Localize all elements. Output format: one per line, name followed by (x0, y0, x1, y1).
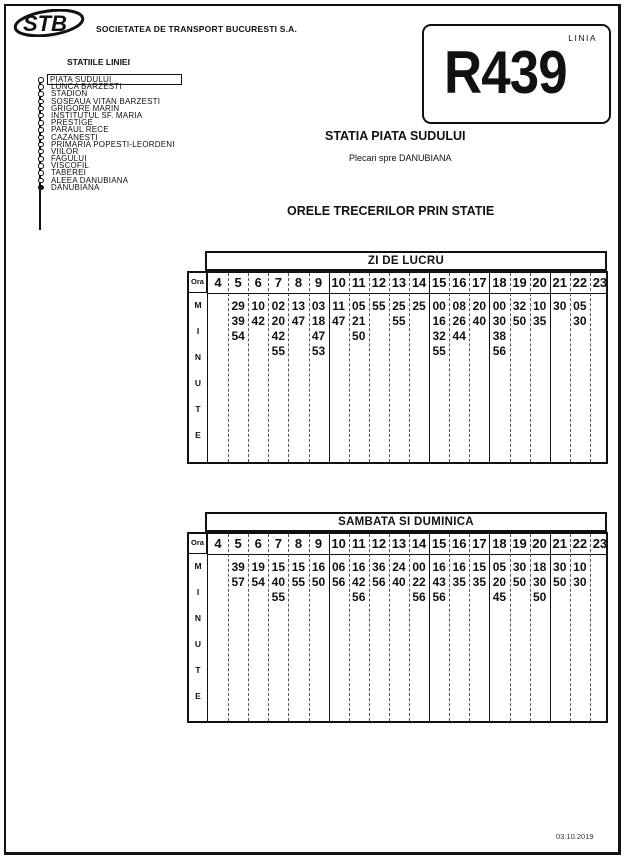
departure-minute: 35 (452, 575, 466, 589)
hour-separator (570, 534, 571, 721)
hour-column (530, 534, 550, 721)
hour-header: 22 (572, 536, 588, 551)
departure-minute: 26 (452, 314, 466, 328)
hour-column (248, 534, 268, 721)
schedule-grid (187, 271, 608, 464)
hour-separator (288, 534, 289, 721)
hour-column (268, 534, 288, 721)
station-name: LUNCA BARZESTI (51, 82, 122, 92)
weekday-schedule (187, 251, 608, 464)
hour-header: 21 (552, 275, 567, 290)
departure-minute: 55 (372, 299, 386, 313)
station-dot-icon (38, 170, 44, 176)
minute-letter: T (195, 404, 201, 414)
departure-minute: 39 (231, 314, 245, 328)
hour-separator (369, 534, 370, 721)
departure-minute: 50 (512, 314, 527, 328)
departure-minute: 15 (472, 560, 487, 574)
hour-header: 20 (532, 275, 547, 290)
hour-separator (349, 273, 350, 462)
hour-separator (429, 534, 430, 721)
departure-minute: 55 (271, 344, 286, 358)
departure-minute: 16 (432, 560, 446, 574)
departure-minute: 21 (352, 314, 366, 328)
hour-separator (288, 273, 289, 462)
departure-minute: 55 (271, 590, 286, 604)
hour-separator (510, 534, 511, 721)
departure-minute: 30 (492, 314, 507, 328)
departure-minute: 16 (352, 560, 366, 574)
departure-minute: 18 (311, 314, 326, 328)
hour-separator (268, 534, 269, 721)
station-dot-icon (38, 149, 44, 155)
hour-header: 4 (214, 275, 222, 290)
station-name: PRESTIGE (51, 118, 94, 128)
hour-column (590, 534, 610, 721)
minute-letter: E (195, 691, 201, 701)
hour-header: 10 (331, 275, 346, 290)
departure-minute: 54 (231, 329, 245, 343)
station-dot-icon (38, 135, 44, 141)
minute-letter: M (194, 561, 202, 571)
station-dot-icon (38, 127, 44, 133)
departure-minute: 50 (311, 575, 326, 589)
stations-title: STATIILE LINIEI (67, 57, 130, 67)
departure-minute: 56 (372, 575, 386, 589)
departure-minute: 19 (251, 560, 265, 574)
station-dot-icon (38, 77, 44, 83)
departure-minute: 16 (311, 560, 326, 574)
departure-minute: 20 (271, 314, 286, 328)
hour-separator (329, 534, 330, 721)
hour-label: Ora (189, 273, 207, 293)
departure-minute: 44 (452, 329, 466, 343)
hour-header: 7 (274, 275, 282, 290)
hour-separator (389, 273, 390, 462)
departure-minute: 40 (392, 575, 406, 589)
station-dot-icon (38, 113, 44, 119)
station-dot-icon (38, 156, 44, 162)
station-dot-icon (38, 99, 44, 105)
station-dot-icon (38, 120, 44, 126)
departure-minute: 55 (291, 575, 306, 589)
departure-minute: 56 (331, 575, 346, 589)
departure-minute: 03 (311, 299, 326, 313)
hour-column (369, 273, 389, 462)
hour-header: 8 (294, 275, 303, 290)
hour-column (248, 273, 268, 462)
hour-separator (349, 534, 350, 721)
hour-separator (570, 273, 571, 462)
station-dot-icon (38, 91, 44, 97)
route-number: R439 (444, 39, 567, 106)
departure-minute: 35 (532, 314, 547, 328)
hour-column (550, 273, 570, 462)
times-title: ORELE TRECERILOR PRIN STATIE (287, 204, 495, 218)
hour-column (329, 273, 349, 462)
minute-letter: M (194, 300, 202, 310)
departure-minute: 20 (492, 575, 507, 589)
hour-separator (530, 534, 531, 721)
hour-separator (469, 534, 470, 721)
station-name: VISCOFIL (51, 161, 90, 171)
schedule-title: ZI DE LUCRU (205, 251, 607, 271)
hour-column (288, 273, 308, 462)
hour-separator (248, 273, 249, 462)
departure-minute: 00 (492, 299, 507, 313)
departure-minute: 56 (352, 590, 366, 604)
departure-minute: 50 (352, 329, 366, 343)
weekend-schedule (187, 512, 608, 723)
stb-logo (13, 9, 85, 37)
station-name: PRIMARIA POPESTI-LEORDENI (51, 139, 175, 149)
hour-header: 6 (254, 536, 262, 551)
departure-minute: 32 (512, 299, 527, 313)
departure-minute: 53 (311, 344, 326, 358)
hour-separator (489, 273, 490, 462)
hour-separator (409, 534, 410, 721)
hour-header: 23 (592, 275, 608, 290)
hour-column (429, 273, 449, 462)
hour-header: 16 (452, 275, 467, 290)
hour-column (429, 534, 449, 721)
departure-minute: 13 (291, 299, 306, 313)
hour-header: 9 (314, 536, 323, 551)
station-name: GRIGORE MARIN (51, 103, 120, 113)
departure-minute: 47 (291, 314, 306, 328)
hour-header: 4 (214, 536, 222, 551)
station-dot-icon (38, 84, 44, 90)
hour-column (489, 534, 509, 721)
hour-column (349, 534, 369, 721)
departure-minute: 08 (452, 299, 466, 313)
hour-separator (228, 273, 229, 462)
hour-column (228, 273, 248, 462)
hour-column (469, 273, 489, 462)
hour-column (329, 534, 349, 721)
hour-separator (550, 534, 551, 721)
hour-column (409, 273, 429, 462)
station-item (38, 184, 181, 191)
hour-separator (510, 273, 511, 462)
departure-minute: 10 (532, 299, 547, 313)
minute-letter: T (195, 665, 201, 675)
schedule-grid (187, 532, 608, 723)
hour-separator (530, 273, 531, 462)
hour-column (349, 273, 369, 462)
hour-header: 17 (472, 275, 487, 290)
station-dot-icon (38, 185, 44, 191)
hour-separator (248, 534, 249, 721)
hour-separator (449, 273, 450, 462)
hour-column (389, 273, 409, 462)
hour-column (389, 534, 409, 721)
station-dot-icon (38, 142, 44, 148)
departure-minute: 40 (271, 575, 286, 589)
hour-label: Ora (189, 534, 207, 554)
departure-minute: 10 (251, 299, 265, 313)
departure-minute: 30 (573, 314, 587, 328)
schedule-title: SAMBATA SI DUMINICA (205, 512, 607, 532)
hour-header: 5 (234, 536, 242, 551)
hour-separator (329, 273, 330, 462)
hour-column (570, 273, 590, 462)
departure-minute: 36 (372, 560, 386, 574)
hour-separator (489, 534, 490, 721)
hour-header: 19 (512, 536, 527, 551)
station-name: FAGULUI (51, 154, 87, 164)
hour-header: 18 (492, 536, 507, 551)
hour-column (309, 273, 329, 462)
departure-minute: 30 (532, 575, 547, 589)
departure-minute: 56 (432, 590, 446, 604)
hour-header: 12 (371, 275, 387, 290)
departure-minute: 56 (412, 590, 426, 604)
departure-minute: 18 (532, 560, 547, 574)
hour-header: 13 (391, 275, 407, 290)
hour-separator (309, 273, 310, 462)
station-name: SOSEAUA VITAN BARZESTI (51, 96, 161, 106)
hour-separator (228, 534, 229, 721)
departure-minute: 40 (472, 314, 487, 328)
hour-header: 11 (351, 275, 366, 290)
hour-column (550, 534, 570, 721)
hour-column (268, 273, 288, 462)
hour-header: 23 (592, 536, 608, 551)
minute-letter: U (194, 639, 202, 649)
departure-minute: 05 (492, 560, 507, 574)
hour-header: 9 (314, 275, 323, 290)
departure-minute: 50 (512, 575, 527, 589)
station-name: CAZANESTI (51, 132, 98, 142)
hour-column (510, 534, 530, 721)
station-name: TABEREI (51, 168, 87, 178)
departure-minute: 50 (553, 575, 567, 589)
departure-minute: 47 (331, 314, 346, 328)
departure-minute: 29 (231, 299, 245, 313)
route-number-box (422, 24, 611, 124)
departure-minute: 55 (392, 314, 406, 328)
station-name: ALEEA DANUBIANA (51, 175, 129, 185)
station-name: PIATA SUDULUI (48, 75, 181, 84)
hour-column (409, 534, 429, 721)
hour-separator (469, 273, 470, 462)
hour-separator (309, 534, 310, 721)
hour-separator (449, 534, 450, 721)
hour-column (469, 534, 489, 721)
hour-header: 21 (552, 536, 567, 551)
hour-column (510, 273, 530, 462)
hour-header: 15 (431, 275, 447, 290)
hour-column (449, 534, 469, 721)
departure-minute: 55 (432, 344, 446, 358)
departure-minute: 47 (311, 329, 326, 343)
print-date: 03.10.2019 (556, 832, 594, 841)
departure-minute: 00 (432, 299, 446, 313)
station-name: STADION (51, 89, 88, 99)
departure-minute: 45 (492, 590, 507, 604)
hour-column (228, 534, 248, 721)
departure-minute: 02 (271, 299, 286, 313)
hour-column (288, 534, 308, 721)
minute-letter: N (194, 613, 202, 623)
hour-column (489, 273, 509, 462)
direction-text: Plecari spre DANUBIANA (349, 153, 452, 163)
departure-minute: 43 (432, 575, 446, 589)
hour-column (570, 534, 590, 721)
departure-minute: 30 (553, 299, 567, 313)
hour-header: 16 (452, 536, 467, 551)
hour-column (369, 534, 389, 721)
station-dot-icon (38, 163, 44, 169)
departure-minute: 50 (532, 590, 547, 604)
line-label: LINIA (568, 33, 597, 43)
departure-minute: 42 (271, 329, 286, 343)
hour-header: 5 (234, 275, 242, 290)
hour-column (208, 273, 228, 462)
hour-separator (429, 273, 430, 462)
departure-minute: 10 (573, 560, 587, 574)
departure-minute: 54 (251, 575, 265, 589)
hour-separator (550, 273, 551, 462)
departure-minute: 39 (231, 560, 245, 574)
departure-minute: 56 (492, 344, 507, 358)
station-name: VIILOR (51, 146, 79, 156)
hour-separator (369, 273, 370, 462)
minute-letter: U (194, 378, 202, 388)
departure-minute: 25 (392, 299, 406, 313)
hour-header: 13 (391, 536, 407, 551)
hour-header: 17 (472, 536, 487, 551)
hour-separator (389, 534, 390, 721)
svg-text:STB: STB (23, 11, 67, 36)
departure-minute: 05 (573, 299, 587, 313)
hour-header: 14 (411, 275, 427, 290)
hour-header: 6 (254, 275, 262, 290)
departure-minute: 30 (512, 560, 527, 574)
minute-letter: N (194, 352, 202, 362)
station-dot-icon (38, 178, 44, 184)
departure-minute: 16 (432, 314, 446, 328)
departure-minute: 16 (452, 560, 466, 574)
departure-minute: 05 (352, 299, 366, 313)
station-dot-icon (38, 106, 44, 112)
departure-minute: 24 (392, 560, 406, 574)
hour-header: 15 (431, 536, 447, 551)
hour-column (309, 534, 329, 721)
departure-minute: 32 (432, 329, 446, 343)
hour-separator (590, 534, 591, 721)
hour-header: 10 (331, 536, 346, 551)
hour-header: 7 (274, 536, 282, 551)
hour-header: 8 (294, 536, 303, 551)
departure-minute: 42 (251, 314, 265, 328)
departure-minute: 22 (412, 575, 426, 589)
hour-header: 20 (532, 536, 547, 551)
company-name: SOCIETATEA DE TRANSPORT BUCURESTI S.A. (96, 24, 298, 34)
hour-column (449, 273, 469, 462)
hour-separator (590, 273, 591, 462)
departure-minute: 25 (412, 299, 426, 313)
departure-minute: 42 (352, 575, 366, 589)
stop-title: STATIA PIATA SUDULUI (325, 129, 466, 143)
minute-letter: I (196, 587, 200, 597)
station-name: PARAUL RECE (51, 125, 109, 135)
station-name: INSTITUTUL SF. MARIA (51, 110, 143, 120)
hour-column (530, 273, 550, 462)
departure-minute: 20 (472, 299, 487, 313)
hour-header: 11 (351, 536, 366, 551)
hour-separator (409, 273, 410, 462)
departure-minute: 00 (412, 560, 426, 574)
departure-minute: 11 (332, 299, 345, 313)
departure-minute: 38 (492, 329, 507, 343)
hour-header: 18 (492, 275, 507, 290)
station-name: DANUBIANA (51, 182, 100, 192)
minute-letter: I (196, 326, 200, 336)
hour-header: 19 (512, 275, 527, 290)
departure-minute: 06 (331, 560, 346, 574)
departure-minute: 30 (553, 560, 567, 574)
hour-header: 14 (411, 536, 427, 551)
minute-letter: E (195, 430, 201, 440)
departure-minute: 57 (231, 575, 245, 589)
departure-minute: 35 (472, 575, 487, 589)
departure-minute: 30 (573, 575, 587, 589)
hour-header: 22 (572, 275, 588, 290)
departure-minute: 15 (271, 560, 286, 574)
departure-minute: 15 (291, 560, 306, 574)
hour-column (590, 273, 610, 462)
hour-column (208, 534, 228, 721)
station-list (38, 76, 181, 191)
hour-separator (268, 273, 269, 462)
hour-header: 12 (371, 536, 387, 551)
